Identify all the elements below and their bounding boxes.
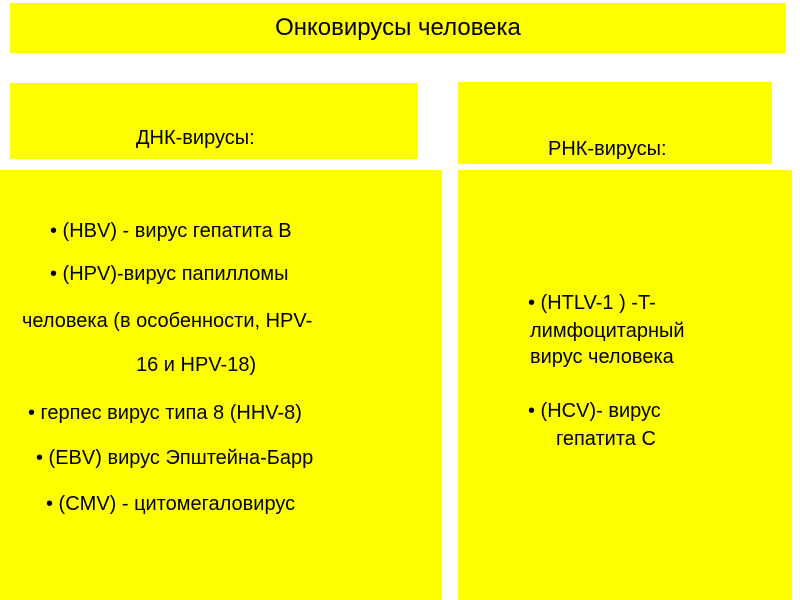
dna-list-item-ebv: • (EBV) вирус Эпштейна-Барр [36, 447, 314, 469]
slide-title: Онковирусы человека [275, 14, 521, 41]
dna-viruses-header: ДНК-вирусы: [136, 127, 255, 149]
rna-list-item-hcv-continued: гепатита С [556, 428, 656, 450]
rna-list-item-htlv1: • (HTLV-1 ) -T- [528, 292, 656, 314]
rna-viruses-list-box [458, 170, 792, 600]
dna-list-item-cmv: • (CMV) - цитомегаловирус [46, 493, 296, 515]
rna-viruses-header: РНК-вирусы: [548, 138, 667, 160]
dna-list-item-hbv: • (HBV) - вирус гепатита В [50, 220, 292, 242]
rna-list-item-htlv1-end: вирус человека [530, 346, 674, 368]
dna-list-item-hpv: • (HPV)-вирус папилломы [50, 263, 289, 285]
dna-list-item-hpv-types: 16 и HPV-18) [136, 354, 257, 376]
rna-list-item-hcv: • (HCV)- вирус [528, 400, 661, 422]
dna-list-item-hhv8: • герпес вирус типа 8 (HHV-8) [28, 402, 302, 424]
rna-list-item-htlv1-continued: лимфоцитарный [530, 320, 685, 342]
title-box [10, 3, 786, 53]
dna-viruses-header-box [10, 83, 418, 159]
dna-viruses-list-box [0, 170, 442, 600]
rna-viruses-header-box [458, 82, 772, 164]
dna-list-item-hpv-continued: человека (в особенности, HPV- [22, 310, 313, 332]
